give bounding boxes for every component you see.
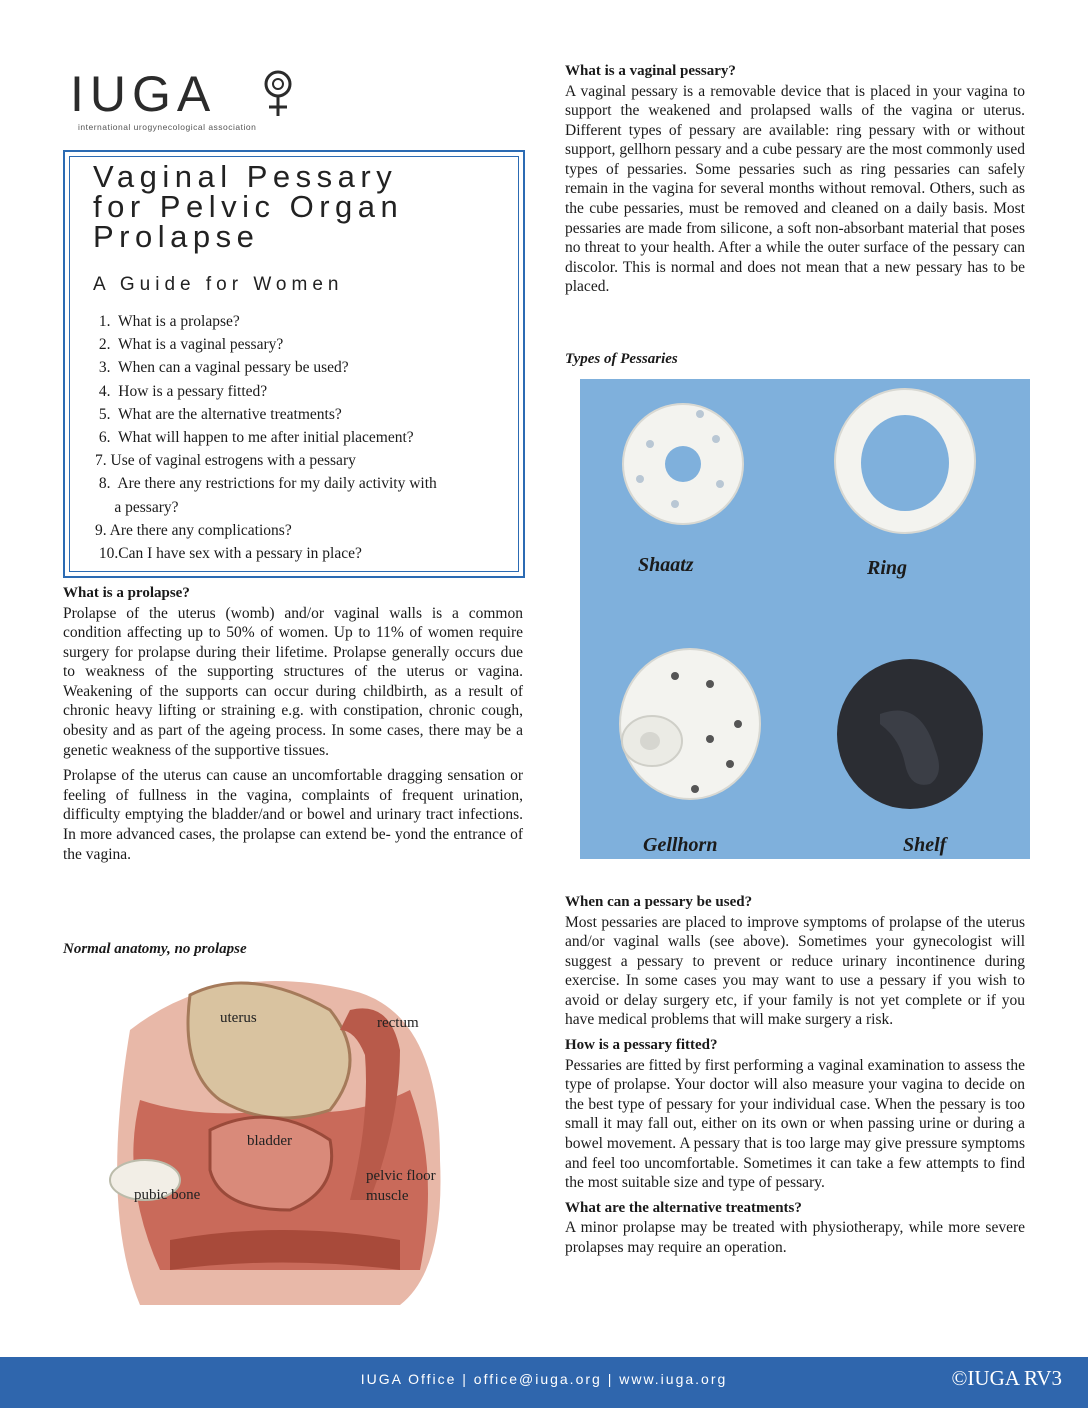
- label-pubic-bone: pubic bone: [134, 1187, 201, 1203]
- page-footer: [0, 1357, 1088, 1408]
- logo-text: IUGA: [70, 66, 217, 122]
- alternatives-heading: What are the alternative treatments?: [565, 1199, 802, 1216]
- prolapse-section: [63, 584, 523, 864]
- anatomy-caption: Normal anatomy, no prolapse: [63, 941, 247, 957]
- pessary-heading: What is a vaginal pessary?: [565, 63, 736, 79]
- toc-item: 6. What will happen to me after initial placement?: [95, 429, 414, 447]
- toc-item: 2. What is a vaginal pessary?: [95, 336, 284, 354]
- iuga-logo: [70, 66, 300, 136]
- toc-item: 9. Are there any complications?: [95, 521, 292, 539]
- toc-item: 8. Are there any restrictions for my daily activity with: [95, 475, 437, 493]
- title-line: Prolapse: [93, 219, 260, 254]
- label-gellhorn: Gellhorn: [643, 834, 718, 856]
- female-symbol-icon: [258, 68, 298, 118]
- label-ring: Ring: [867, 557, 908, 579]
- page-title: [93, 159, 404, 254]
- label-uterus: uterus: [220, 1010, 257, 1026]
- anatomy-illustration: [100, 970, 460, 1310]
- prolapse-paragraph-2: Prolapse of the uterus can cause an uncomfortable dragging sensation or feeling of fullness in the vagina, complaints of frequent urination, difficulty emptying the bladder/and or bowel and urinary tract infections. In more advanced cases, the prolapse can extend be- yond the entrance of the vagina.: [63, 767, 523, 863]
- pessary-drawing: [580, 379, 1030, 859]
- page-subtitle: A Guide for Women: [93, 274, 344, 295]
- label-pelvic-floor: pelvic floor: [366, 1168, 436, 1184]
- toc-item: 10.Can I have sex with a pessary in place?: [95, 545, 362, 563]
- title-line: Vaginal Pessary: [93, 159, 398, 194]
- fitted-heading: How is a pessary fitted?: [565, 1037, 718, 1054]
- prolapse-heading: What is a prolapse?: [63, 585, 190, 601]
- toc-item: a pessary?: [95, 498, 179, 516]
- prolapse-paragraph-1: Prolapse of the uterus (womb) and/or vaginal walls is a common condition affecting up to 50% of women. Up to 11% of women require surgery for prolapse during their lifetime. Prolapse generally occurs due to weakness of the supporting structures of the uterus or vagina. Weakening of the supports can occur during childbirth, as a result of chronic heavy lifting or straining e.g. with constipation, chronic cough, obesity and as part of the ageing process. In some cases, there may be a genetic weakness of the supportive tissues.: [63, 604, 523, 759]
- title-line: for Pelvic Organ: [93, 189, 404, 224]
- footer-copyright: ©IUGA RV3: [951, 1366, 1062, 1390]
- logo-tagline: international urogynecological association: [78, 122, 257, 132]
- label-muscle: muscle: [366, 1188, 409, 1204]
- toc-item: 4. How is a pessary fitted?: [95, 382, 268, 400]
- toc-item: 1. What is a prolapse?: [95, 313, 240, 330]
- types-caption: Types of Pessaries: [565, 351, 678, 367]
- title-box: [63, 150, 525, 578]
- alternatives-paragraph: A minor prolapse may be treated with physiotherapy, while more severe prolapses may require an operation.: [565, 1219, 1025, 1256]
- when-section: [565, 893, 1025, 1257]
- footer-contact: IUGA Office | office@iuga.org | www.iuga.org: [360, 1371, 728, 1387]
- when-heading: When can a pessary be used?: [565, 894, 753, 910]
- label-bladder: bladder: [247, 1133, 292, 1149]
- fitted-paragraph: Pessaries are fitted by first performing a vaginal examination to assess the type of prolapse. Your doctor will also measure your vagina to decide on the best type of pessary for your individual case. When the pessary is too small it may fall out, either on its own or when passing urine or during a bowel movement. A pessary that is too large may give pressure symptoms and feel too uncomfortable. Sometimes it can take a few attempts to find the most suitable size and type of pessary.: [565, 1056, 1025, 1192]
- table-of-contents: [95, 310, 515, 565]
- pessary-types-photo: [580, 379, 1030, 859]
- pessary-section: [565, 62, 1025, 297]
- label-shelf: Shelf: [903, 834, 947, 856]
- toc-item: 7. Use of vaginal estrogens with a pessary: [95, 452, 356, 470]
- label-shaatz: Shaatz: [638, 554, 694, 576]
- when-paragraph: Most pessaries are placed to improve symptoms of prolapse of the uterus and/or vaginal walls (see above). Sometimes your gynecologist will suggest a pessary to prevent or reduce urinary incontinence during exercise. In some cases you may want to use a pessary if you wish to avoid or delay surgery etc, if your family is not yet complete or if you have medical problems that will make surgery a risk.: [565, 913, 1025, 1029]
- toc-item: 5. What are the alternative treatments?: [95, 405, 342, 423]
- toc-item: 3. When can a vaginal pessary be used?: [95, 359, 349, 377]
- label-rectum: rectum: [377, 1015, 419, 1031]
- pessary-paragraph: A vaginal pessary is a removable device that is placed in your vagina to support the weakened and prolapsed walls of the vagina or uterus. Different types of pessary are available: ring pessary with or without support, gellhorn pessary and a cube pessary are the most commonly used types of pessaries. Some pessaries such as ring pessaries can safely remain in the vagina for several months without removal. Others, such as the cube pessaries, must be removed and cleaned on a daily basis. Most pessaries are made from silicone, a soft non-absorbant material that poses no threat to your health. After a while the outer surface of the pessary can discolor. This is normal and does not mean that a new pessary has to be placed.: [565, 82, 1025, 296]
